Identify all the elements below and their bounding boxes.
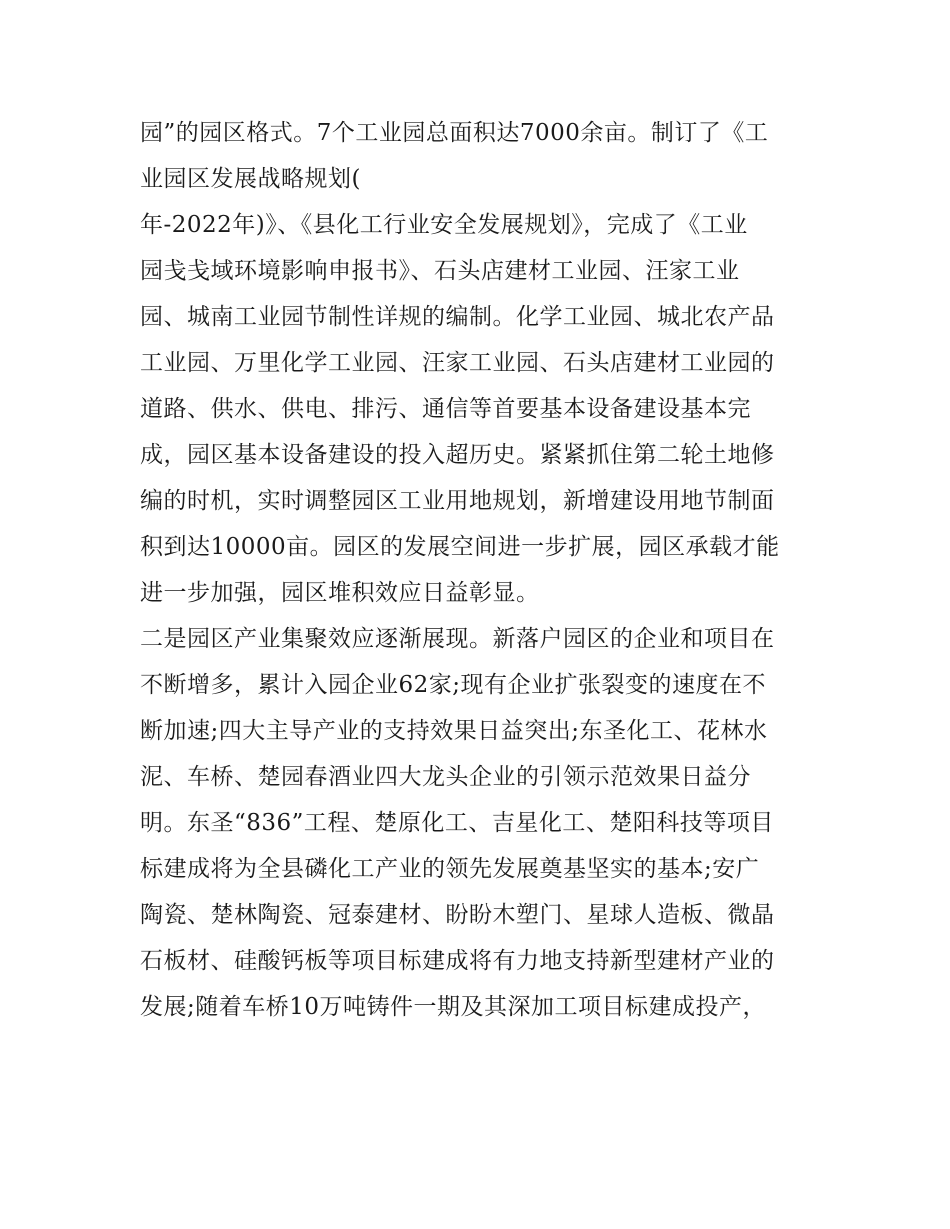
text-line: 年-2022年)》、《县化工行业安全发展规划》，完成了《工业 [140,212,748,238]
text-line: 园”的园区格式。7个工业园总面积达7000余亩。制订了《工 [140,120,769,146]
text-line: 园戋戋域环境影响申报书》、石头店建材工业园、汪家工业 [140,258,740,284]
text-line: 编的时机，实时调整园区工业用地规划，新增建设用地节制面 [140,488,775,514]
text-line: 断加速;四大主导产业的支持效果日益突出;东圣化工、花林水 [140,718,768,744]
text-line: 石板材、硅酸钙板等项目标建成将有力地支持新型建材产业的 [140,948,775,974]
text-line: 积到达10000亩。园区的发展空间进一步扩展，园区承载才能 [140,534,780,560]
text-line: 发展;随着车桥10万吨铸件一期及其深加工项目标建成投产， [140,994,767,1020]
text-line: 不断增多，累计入园企业62家;现有企业扩张裂变的速度在不 [140,672,767,698]
text-line: 进一步加强，园区堆积效应日益彰显。 [140,580,540,606]
text-line: 工业园、万里化学工业园、汪家工业园、石头店建材工业园的 [140,350,775,376]
text-line: 园、城南工业园节制性详规的编制。化学工业园、城北农产品 [140,304,775,330]
body-text [140,110,820,1030]
text-line: 陶瓷、楚林陶瓷、冠泰建材、盼盼木塑门、星球人造板、微晶 [140,902,775,928]
text-line: 道路、供水、供电、排污、通信等首要基本设备建设基本完 [140,396,751,422]
text-line: 标建成将为全县磷化工产业的领先发展奠基坚实的基本;安广 [140,856,760,882]
text-line: 二是园区产业集聚效应逐渐展现。新落户园区的企业和项目在 [140,626,775,652]
text-line: 成，园区基本设备建设的投入超历史。紧紧抓住第二轮土地修 [140,442,775,468]
text-line: 泥、车桥、楚园春酒业四大龙头企业的引领示范效果日益分 [140,764,751,790]
text-line: 明。东圣“836”工程、楚原化工、吉星化工、楚阳科技等项目 [140,810,774,836]
text-line: 业园区发展战略规划( [140,166,361,192]
